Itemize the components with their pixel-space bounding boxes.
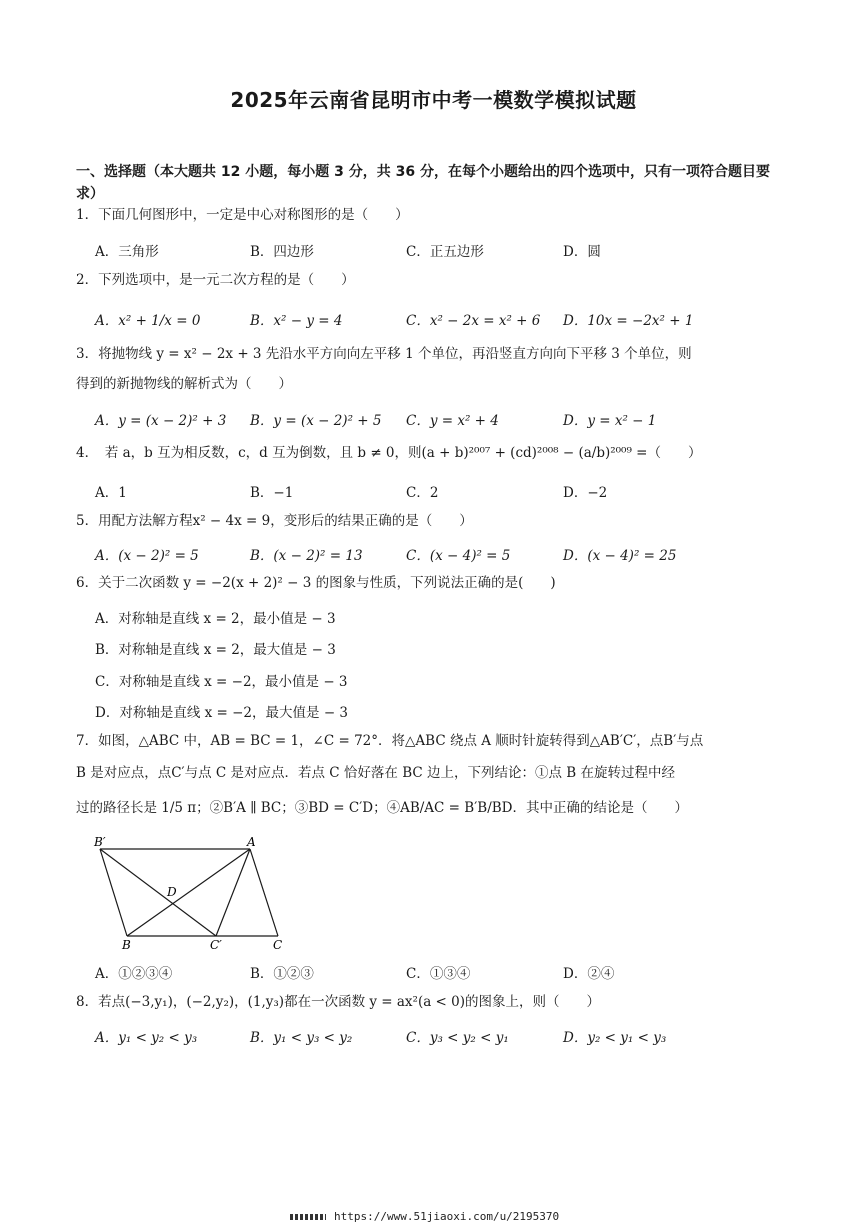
q1-option-d: D．圆: [563, 244, 601, 260]
q1-option-b: B．四边形: [250, 244, 314, 260]
q1-option-c: C．正五边形: [406, 244, 484, 260]
q4-option-b: B．−1: [250, 485, 294, 501]
question-6-stem: 6．关于二次函数 y = −2(x + 2)² − 3 的图象与性质，下列说法正确的是( ): [76, 575, 556, 591]
q8-option-d: D．y₂ < y₁ < y₃: [563, 1030, 667, 1046]
question-3-stem-line2: 得到的新抛物线的解析式为（ ）: [76, 376, 292, 392]
q7-option-c: C．①③④: [406, 966, 471, 982]
question-1-stem: 1．下面几何图形中，一定是中心对称图形的是（ ）: [76, 207, 409, 223]
label-d: D: [167, 885, 177, 899]
q3-option-a: A．y = (x − 2)² + 3: [95, 413, 227, 429]
q2-option-b: B．x² − y = 4: [250, 313, 343, 329]
q8-option-a: A．y₁ < y₂ < y₃: [95, 1030, 198, 1046]
q3-option-c: C．y = x² + 4: [406, 413, 499, 429]
question-7-stem: 7．如图，△ABC 中，AB = BC = 1，∠C = 72°．将△ABC 绕点 A 顺时针旋转得到△AB′C′，点B′与点: [76, 733, 704, 749]
question-5-stem: 5．用配方法解方程x² − 4x = 9，变形后的结果正确的是（ ）: [76, 513, 473, 529]
q5-option-b: B．(x − 2)² = 13: [250, 548, 363, 564]
triangle-rotation-figure: [90, 832, 295, 952]
footer: [290, 1210, 559, 1223]
label-c: C: [273, 938, 283, 952]
label-b-prime: B′: [94, 835, 106, 849]
q6-option-b: B．对称轴是直线 x = 2，最大值是 − 3: [95, 642, 336, 658]
question-7-stem-line2: B 是对应点，点C′与点 C 是对应点．若点 C 恰好落在 BC 边上，下列结论：①点 B 在旋转过程中经: [76, 765, 676, 781]
q5-option-d: D．(x − 4)² = 25: [563, 548, 677, 564]
q5-option-c: C．(x − 4)² = 5: [406, 548, 511, 564]
q5-option-a: A．(x − 2)² = 5: [95, 548, 199, 564]
q6-option-a: A．对称轴是直线 x = 2，最小值是 − 3: [95, 611, 336, 627]
footer-url[interactable]: https://www.51jiaoxi.com/u/2195370: [334, 1210, 560, 1223]
q2-option-a: A．x² + 1/x = 0: [95, 313, 201, 329]
q4-option-a: A．1: [95, 485, 127, 501]
question-4-stem: 4． 若 a，b 互为相反数，c，d 互为倒数，且 b ≠ 0，则(a + b)²⁰⁰⁷ + (cd)²⁰⁰⁸ − (a/b)²⁰⁰⁹ =（ ）: [76, 445, 702, 461]
q6-option-c: C．对称轴是直线 x = −2，最小值是 − 3: [95, 674, 348, 690]
q3-option-d: D．y = x² − 1: [563, 413, 657, 429]
q8-option-b: B．y₁ < y₃ < y₂: [250, 1030, 353, 1046]
q6-option-d: D．对称轴是直线 x = −2，最大值是 − 3: [95, 705, 349, 721]
question-7-stem-line3: 过的路径长是 1/5 π；②B′A ∥ BC；③BD = C′D；④AB/AC = B′B/BD．其中正确的结论是（ ）: [76, 800, 688, 816]
q1-option-a: A．三角形: [95, 244, 159, 260]
q4-option-c: C．2: [406, 485, 439, 501]
q2-option-c: C．x² − 2x = x² + 6: [406, 313, 541, 329]
q7-option-b: B．①②③: [250, 966, 314, 982]
site-logo-icon: [290, 1214, 326, 1220]
section-heading: 一、选择题（本大题共 12 小题，每小题 3 分，共 36 分，在每个小题给出的四个选项中，只有一项符合题目要求）: [76, 164, 770, 202]
q8-option-c: C．y₃ < y₂ < y₁: [406, 1030, 509, 1046]
q4-option-d: D．−2: [563, 485, 608, 501]
question-8-stem: 8．若点(−3,y₁)，(−2,y₂)，(1,y₃)都在一次函数 y = ax²(a < 0)的图象上，则（ ）: [76, 994, 601, 1010]
q3-option-b: B．y = (x − 2)² + 5: [250, 413, 382, 429]
label-c-prime: C′: [210, 938, 222, 952]
q2-option-d: D．10x = −2x² + 1: [563, 313, 694, 329]
question-3-stem: 3．将抛物线 y = x² − 2x + 3 先沿水平方向向左平移 1 个单位，再沿竖直方向向下平移 3 个单位，则: [76, 346, 692, 362]
label-b: B: [122, 938, 131, 952]
q7-option-a: A．①②③④: [95, 966, 173, 982]
question-2-stem: 2．下列选项中，是一元二次方程的是（ ）: [76, 272, 355, 288]
page-title: 2025年云南省昆明市中考一模数学模拟试题: [230, 88, 637, 112]
q7-option-d: D．②④: [563, 966, 615, 982]
label-a: A: [247, 835, 256, 849]
